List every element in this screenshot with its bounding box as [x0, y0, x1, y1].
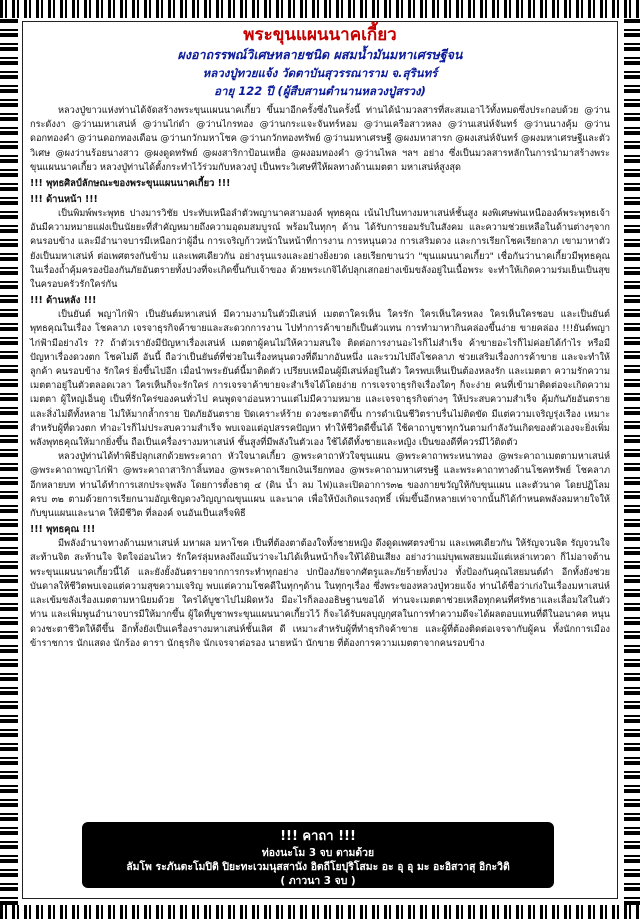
chant-box	[82, 822, 554, 888]
subtitle-material: ผงอาถรรพณ์วิเศษหลายชนิด ผสมน้ำมันมหาเศรษฐีจน	[177, 47, 463, 62]
section-heading-virtue: !!! พุทธคุณ !!!	[30, 524, 96, 536]
decorative-border-right	[624, 18, 640, 905]
blessing-paragraph: หลวงปู่ท่านได้ทำพิธีปลุกเสกด้วยพระคาถา หัวใจนาคเกี้ยว @พระคาถาหัวใจขุนแผน @พระคาถาพระหนาทอง @พระคาถาเมตตามหาเสน่ห์ @พระคาถาพญาไก่ฟ้า @พระคาถาสาริกาลิ้นทอง @พระคาถาเรียกเงินเรียกทอง @พระคาถามหาเศรษฐี และพระคาถาทางด้านโชคทรัพย์ โชคลาภ อีกหลายบท ท่านได้ทำการเสกประจุพลัง โดยการตั้งธาตุ ๔ (ดิน น้ำ ลม ไฟ)และเปิดอาการ๓๒ ของกายขวัญให้กับขุนแผน และตัวนาค โดยปฏิโลมครบ ๓๒ ตามด้วยการเรียกนามอัญเชิญดวงวิญญาณขุนแผน และนาค เพื่อให้บังเกิดแรงฤทธิ์ เพิ่มขึ้นอีกหลายเท่าจากนั้นก็ได้กำหนดพลังลมหายใจให้กับขุนแผนและนาค ให้มีชีวิต ที่ลองค์ จนอันเป็นเสร็จพิธี	[30, 451, 610, 520]
section-heading-front: !!! ด้านหน้า !!!	[30, 194, 98, 206]
subtitle-monk: หลวงปู่ทวยแจ้ง วัดตาบันสุวรรณาราม จ.สุรินทร์	[202, 66, 438, 80]
section-heading-back: !!! ด้านหลัง !!!	[30, 295, 97, 307]
document-body	[30, 24, 610, 651]
decorative-border-bottom	[0, 905, 640, 919]
front-paragraph: เป็นพิมพ์พระพุทธ ปางมารวิชัย ประทับเหนือลำตัวพญานาคสามองค์ พุทธคุณ เน้นไปในทางมหาเสน่ห์ชั้นสูง ผงพิเศษพ่นเหนือองค์พระพุทธเจ้า อันมีความหมายแฝงเป็นนัยยะที่สำคัญหมายถึงความอุดมสมบูรณ์ พร้อมในทุกๆ ด้าน ได้รับการยอมรับในสังคม และความช่วยเหลือในด้านต่างๆจากคนรอบข้าง และมีอำนาจบารมีเหนือกว่าผู้อื่น การเจริญก้าวหน้าในหน้าที่การงาน การหนุนดวง การเสริมดวง และการเรียกโชคเรียกลาภ เขามาหาตัว ยังเป็นมหาเสน่ห์ ต่อเพศตรงกันข้าม และเพศเดียวกัน อย่างรุนแรงและอย่างยิ่งยวด เลยเรียกขานว่า "ขุนแผนนาคเกี้ยว" เชื่อกันว่านาคเกี้ยวมีพุทธคุณในเรื่องถ้ำคุ้มครองป้องกันภัยอันตรายทั้งปวงที่จะเกิดขึ้นกับเจ้าของ ด้วยพระเกจิได้ปลุกเสกอย่างเข้มขลังอยู่ในเนื้อพระ จะทำให้เกิดความร่มเย็นเป็นสุขในครอบครัวรักใคร่กัน	[30, 208, 610, 291]
chant-text: ลัมโพ ระภันตะโมปิติ ปิยะทะเวมนุสสานัง อิตถีโยปุริโสมะ อะ อุ อุ มะ อะอิสวาสุ อิกะวิติ	[126, 861, 510, 873]
decorative-border-top	[0, 0, 640, 18]
section-heading-art: !!! พุทธศิลป์ลักษณะของพระขุนแผนนาคเกี้ยว !!!	[30, 178, 231, 190]
chant-instruction: ท่องนะโม 3 จบ ตามด้วย	[261, 847, 375, 859]
chant-repeat: ( ภาวนา 3 จบ )	[280, 875, 356, 887]
chant-title: !!! คาถา !!!	[280, 829, 356, 844]
back-paragraph: เป็นยันต์ พญาไก่ฟ้า เป็นยันต์มหาเสน่ห์ มีความงามในตัวมีเสน่ห์ เมตตาใครเห็น ใครรัก ใครเห็นใครหลง ใครเห็นใครชอบ และเป็นยันต์พุทธคุณในเรื่อง โชคลาภ เจรจาธุรกิจค้าขายและสะดวกการงาน ไปทำการค้าขายก็เป็นตัวแทน การทำมาหากินคล่องขึ้นง่าย ขายคล่อง !!!ยันต์พญาไก่ฟ้ามีอย่างไร ?? ถ้าตัวเรายังมีปัญหาเรื่องเสน่ห์ เมตตาผู้คนไม่ให้ความสนใจ ติดต่อการงานอะไรก็ไม่สำเร็จ ค้าขายอะไรก็ไม่ค่อยได้กำไร หรือมีปัญหาเรื่องดวงตก โชคไม่ดี อันนี้ ถือว่าเป็นยันต์ที่ช่วยในเรื่องหนุนดวงที่ดีมากอันหนึ่ง และรวมไปถึงโชคลาภ ช่วยเสริมเรื่องการค้าขาย และจะทำให้ลูกค้า คนรอบข้าง รักใคร่ ยิ่งขึ้นไปอีก เมื่อนำพระยันต์นี้มาติดตัว เปรียบเหมือนผู้มีเสน่ห์อยู่ในตัว ใครพบเห็นเป็นต้องหลงรัก และเมตตา ความรักความเมตตาอยู่ในตัวตลอดเวลา ใครเห็นก็จะรักใคร่ การเจรจาค้าขายจะสำเร็จได้โดยง่าย การเจรจาธุรกิจเรื่องใดๆ ก็จะง่าย คนที่เข้ามาติดต่อจะเกิดความเมตตา ผู้ใหญ่เอ็นดู เป็นที่รักใคร่ของคนทั่วไป คนพูดจาอ่อนหวานแต่ไม่มีความหมาย และเจรจาธุรกิจต่างๆ ให้ประสบความสำเร็จ คุ้มกันภัยอันตราย และสิ่งไม่ดีทั้งหลาย ไม่ให้มากล้ำกราย ปิดภัยอันตราย ปิดเคราะห์ร้าย ดวงชะตาดีขึ้น การดำเนินชีวิตราบรื่นไม่ติดขัด มีแต่ความเจริญรุ่งเรือง เหมาะสำหรับผู้ที่ดวงตก ทำอะไรก็ไม่ประสบความสำเร็จ พบเจอแต่อุปสรรคปัญหา ทำให้ชีวิตดีขึ้นได้ ใช้คาถาบูชาทุกวันตามกำลังวันเกิดของตัวเองจะยิ่งเพิ่มพลังพุทธคุณให้มากยิ่งขึ้น ถือเป็นเครื่องรางมหาเสน่ห์ ชั้นสูงที่มีพลังในตัวเอง ใช้ได้ดีทั้งชายและหญิง เป็นของดีที่ควรมีไว้ติดตัว	[30, 309, 610, 449]
virtue-paragraph: มีพลังอำนาจทางด้านมหาเสน่ห์ มหาผล มหาโชค เป็นที่ต้องตาต้องใจทั้งชายหญิง ดึงดูดเพศตรงข้าม และเพศเดียวกัน ให้รัญจวนจิต รัญจวนใจ สะท้านจิต สะท้านใจ จิตใจอ่อนไหว รักใคร่ลุ่มหลงถึงแม้นว่าจะไม่ได้เห็นหน้าก็จะให้ได้ยินเสียง อย่างว่าแม่บุพเพสยมแม้แต่เหล่าเทวดา ก็ไม่อาจต้านพระขุนแผนนาคเกี้ยวนี้ได้ และยังยั้งอันตรายจากการกระทำทุกอย่าง ปกป้องภัยจากศัตรูและภัยร้ายทั้งปวง ทั้งป้องกันคุณไสยมนต์ดำ อีกทั้งยังช่วยบันดาลให้ชีวิตพบเจอแต่ความสุขความเจริญ พบแต่ความโชคดีในทุกๆด้าน ในทุกๆเรื่อง ซึ่งพระของหลวงปู่ทวยแจ้ง ท่านได้ชื่อว่าเก่งในเรื่องมหาเสน่ห์ และเข้มขลังเรื่องเมตตามหานิยมด้วย ใครได้บูชาไปไม่ผิดหวัง มีอะไรก็ลองอธิษฐานขอได้ ท่านจะเมตตาช่วยเหลือทุกคนที่ศรัทธาและเลื่อมใสในตัวท่าน และเพิ่มพูนอำนาจบารมีให้มากขึ้น ผู้ใดที่บูชาพระขุนแผนนาคเกี้ยวไว้ ก็จะได้รับผลบุญกุศลในการทำความดีจะได้ผลตอบแทนที่ดีในอนาคต หนุนดวงชะตาชีวิตให้ดีขึ้น อีกทั้งยังเป็นเครื่องรางมหาเสน่ห์ชั้นเลิศ ดี เหมาะสำหรับผู้ที่ทำธุรกิจค้าขาย และผู้ที่ต้องติดต่อเจรจากับผู้คน ทั้งนักการเมือง ข้าราชการ นักแสดง นักร้อง ดารา นักธุรกิจ นักเจรจาต่อรอง นายหน้า นักขาย ที่ต้องการความเมตตาจากคนรอบข้าง	[30, 538, 610, 649]
decorative-border-left	[0, 18, 18, 905]
page-title: พระขุนแผนนาคเกี้ยว	[243, 25, 397, 45]
intro-paragraph: หลวงปู่ขาวแห่งท่านได้จัดสร้างพระขุนแผนนาคเกี้ยว ขึ้นมาอีกครั้งซึ่งในครั้งนี้ ท่านได้นำมวลสารที่สะสมเอาไว้ทั้งหมดซึ่งประกอบด้วย @ว่านกระดังงา @ว่านมหาเสน่ห์ @ว่านไก่ดำ @ว่านไกรทอง @ว่านกระแจะจันทร์หอม @ว่านเครือสาวหลง @ว่านเสน่ห์จันทร์ @ว่านนางคุ้ม @ว่านดอกทองคำ @ว่านดอกทองเดือน @ว่านกวักมหาโชค @ว่านกวักทองทรัพย์ @ว่านมหาเศรษฐี @ผงมหาสารก @ผงเสน่ห์จันทร์ @ผงมหาเศรษฐีและตัววิเศษ @ผงว่านร้อยนางสาว @ผงดูดทรัพย์ @ผงสาริกาป้อนเหยื่อ @ผงอมทองคำ @ว่านไพล ฯลฯ อย่าง ซึ่งเป็นมวลสารหลักในการนำมาสร้างพระขุนแผนนาคเกี้ยว หลวงปู่ท่านได้ตั้งกระทำไว้ร่วมกับหลวงปู่ เป็นพระวิเศษที่ให้ผลทางด้านเมตตา มหาเสน่ห์สูงสุด	[30, 105, 610, 173]
subtitle-age: อายุ 122 ปี (ผู้สืบสานตำนานหลวงปู่สรวง)	[214, 84, 426, 98]
